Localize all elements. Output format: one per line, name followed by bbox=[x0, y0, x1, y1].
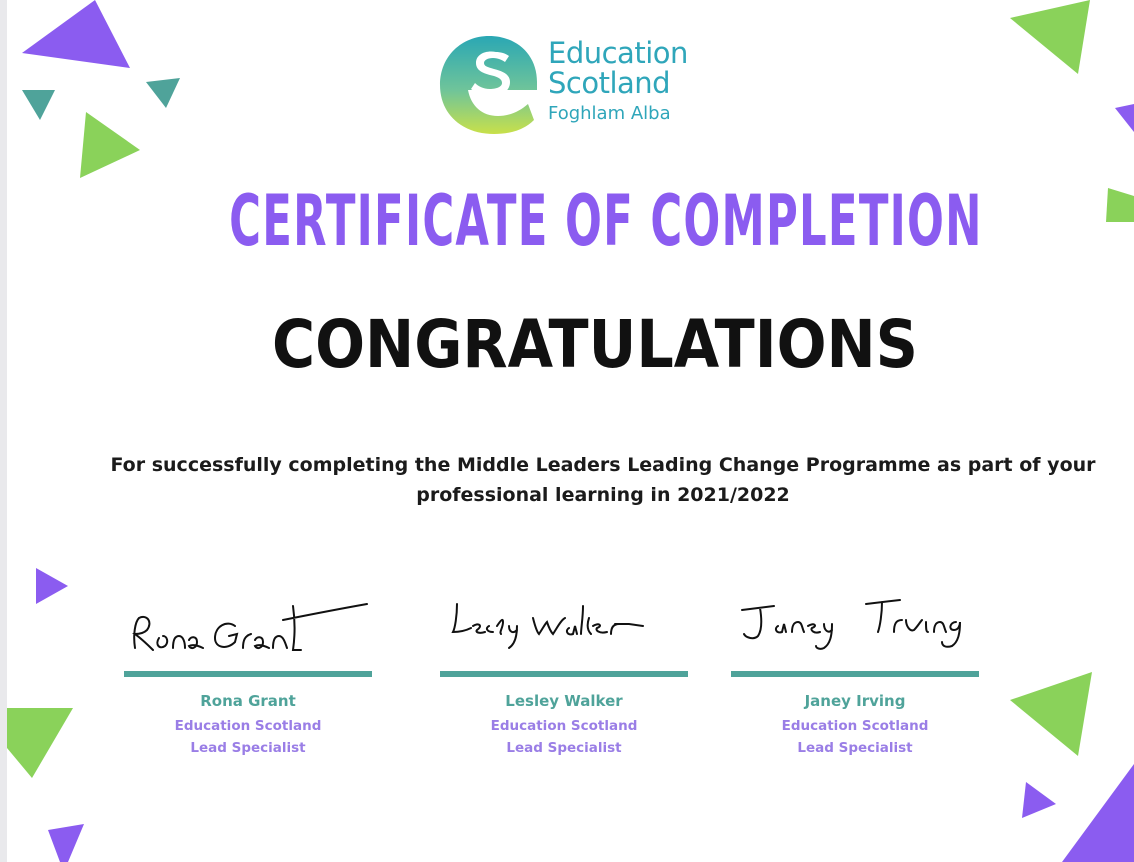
triangle-decoration bbox=[22, 0, 130, 68]
triangle-decoration bbox=[1022, 782, 1056, 818]
triangle-decoration bbox=[80, 112, 140, 178]
signatory-block bbox=[123, 590, 373, 759]
triangle-decoration bbox=[22, 90, 55, 120]
signatory-role: Lead Specialist bbox=[797, 740, 913, 756]
signatory-name: Lesley Walker bbox=[505, 692, 623, 710]
signatory-name: Janey Irving bbox=[804, 692, 906, 710]
signatory-organisation: Education Scotland bbox=[490, 718, 638, 734]
signatory-organisation: Education Scotland bbox=[174, 718, 322, 734]
signatory-name: Rona Grant bbox=[200, 692, 296, 710]
logo-line-scotland: Scotland bbox=[548, 66, 671, 100]
signatory-role: Lead Specialist bbox=[506, 740, 622, 756]
logo-wordmark bbox=[548, 38, 688, 126]
signatory-block bbox=[730, 590, 980, 759]
signatory-organisation: Education Scotland bbox=[781, 718, 929, 734]
handwritten-signature bbox=[439, 590, 689, 664]
signatory-role: Lead Specialist bbox=[190, 740, 306, 756]
certificate-title: CERTIFICATE OF COMPLETION bbox=[229, 180, 983, 262]
education-scotland-e-logo-icon bbox=[438, 34, 540, 136]
triangle-decoration bbox=[1010, 672, 1092, 756]
handwritten-signature bbox=[730, 590, 980, 664]
signature-line bbox=[124, 671, 372, 677]
completion-statement: For successfully completing the Middle Leaders Leading Change Programme as part of your professional learning in 2021/2022 bbox=[110, 454, 1096, 506]
signature-line bbox=[440, 671, 688, 677]
triangle-decoration bbox=[48, 824, 84, 862]
triangle-decoration bbox=[36, 568, 68, 604]
logo-line-education: Education bbox=[548, 36, 688, 70]
triangle-decoration bbox=[1062, 764, 1134, 862]
triangle-decoration bbox=[1115, 104, 1134, 132]
triangle-decoration bbox=[7, 708, 73, 778]
signature-line bbox=[731, 671, 979, 677]
education-scotland-logo bbox=[438, 34, 698, 138]
triangle-decoration bbox=[1010, 0, 1090, 74]
triangle-decoration bbox=[1106, 188, 1134, 222]
logo-line-gaelic: Foghlam Alba bbox=[548, 103, 671, 124]
congratulations-heading: CONGRATULATIONS bbox=[272, 306, 918, 383]
signatory-block bbox=[439, 590, 689, 759]
triangle-decoration bbox=[146, 78, 180, 108]
handwritten-signature bbox=[123, 590, 373, 664]
